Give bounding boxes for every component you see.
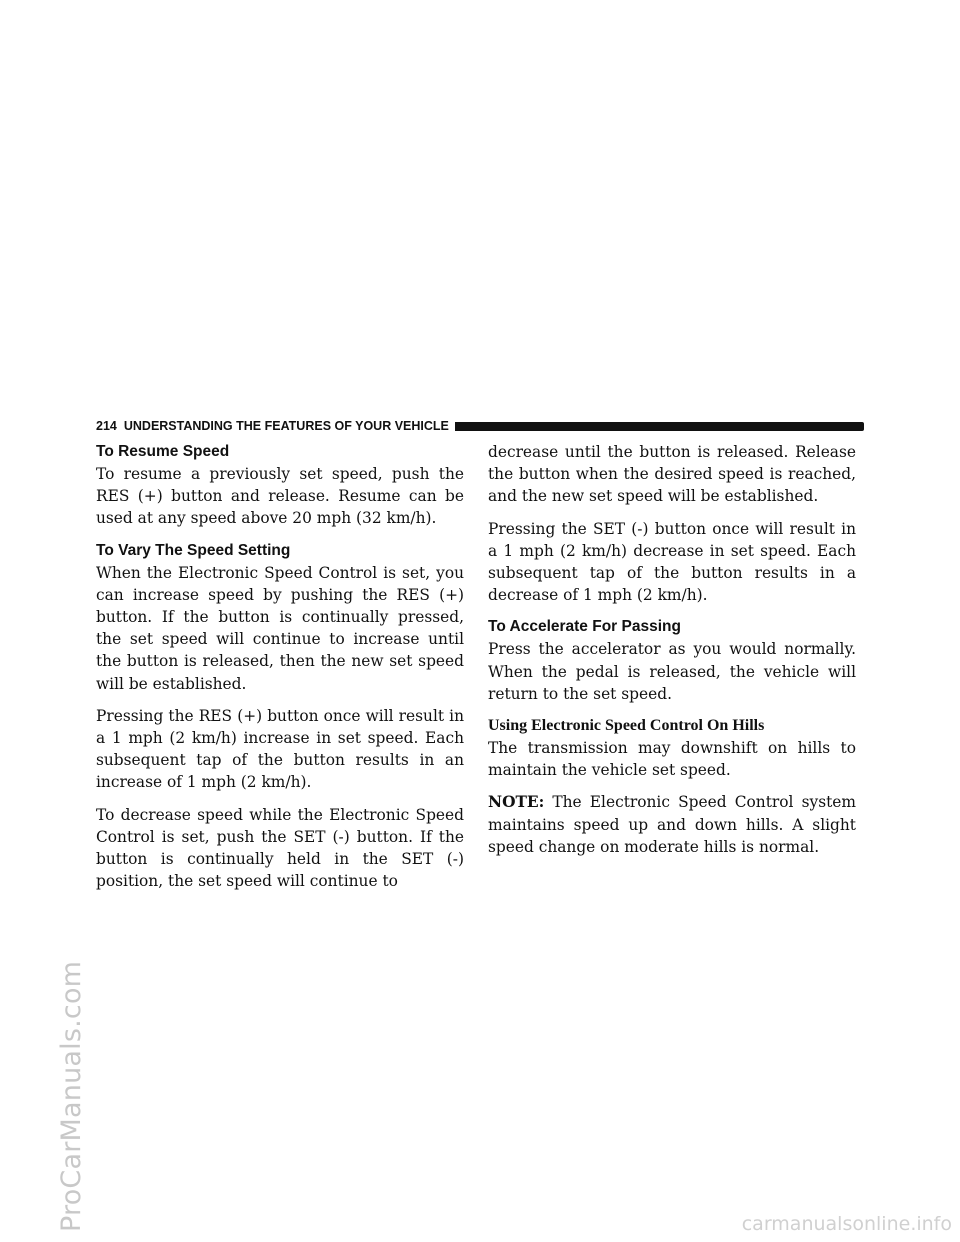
set-paragraph: Pressing the SET (-) button once will result in a 1 mph (2 km/h) decrease in set speed. Each subsequent tap of the button results in a decrease of 1 mph (2 km/h). bbox=[488, 519, 856, 605]
passing-paragraph: Press the accelerator as you would normally. When the pedal is released, the vehicle will return to the set speed. bbox=[488, 640, 856, 703]
side-watermark: ProCarManuals.com bbox=[56, 960, 87, 1232]
heading-hills: Using Electronic Speed Control On Hills bbox=[488, 717, 765, 735]
note-paragraph bbox=[488, 791, 856, 858]
header-rule bbox=[455, 422, 864, 431]
vary-paragraph-2: Pressing the RES (+) button once will result in a 1 mph (2 km/h) increase in set speed. Each subsequent tap of the button results in an increase of 1 mph (2 km/h). bbox=[96, 706, 464, 792]
hills-paragraph: The transmission may downshift on hills to maintain the vehicle set speed. bbox=[488, 739, 856, 780]
page-number: 214 bbox=[96, 419, 117, 433]
page-header bbox=[96, 418, 864, 434]
heading-vary-speed: To Vary The Speed Setting bbox=[96, 541, 291, 559]
vary-paragraph-1: When the Electronic Speed Control is set, you can increase speed by pushing the RES (+) button. If the button is continually pressed, the set speed will continue to increase until the button is released, then the new set speed will be established. bbox=[96, 563, 464, 693]
resume-paragraph: To resume a previously set speed, push the RES (+) button and release. Resume can be used at any speed above 20 mph (32 km/h). bbox=[96, 465, 464, 528]
continued-paragraph: decrease until the button is released. Release the button when the desired speed is reached, and the new set speed will be established. bbox=[488, 443, 856, 506]
heading-resume-speed: To Resume Speed bbox=[96, 443, 230, 460]
note-label: NOTE: bbox=[488, 793, 545, 812]
left-column bbox=[96, 441, 464, 902]
section-title: UNDERSTANDING THE FEATURES OF YOUR VEHICLE bbox=[123, 419, 449, 433]
footer-watermark: carmanualsonline.info bbox=[741, 1213, 952, 1235]
vary-paragraph-3: To decrease speed while the Electronic Speed Control is set, push the SET (-) button. If the button is continually held in the SET (-) position, the set speed will continue to bbox=[96, 805, 464, 891]
note-text: The Electronic Speed Control system maintains speed up and down hills. A slight speed change on moderate hills is normal. bbox=[488, 793, 856, 856]
heading-accelerate-passing: To Accelerate For Passing bbox=[488, 618, 681, 636]
right-column bbox=[488, 441, 856, 868]
